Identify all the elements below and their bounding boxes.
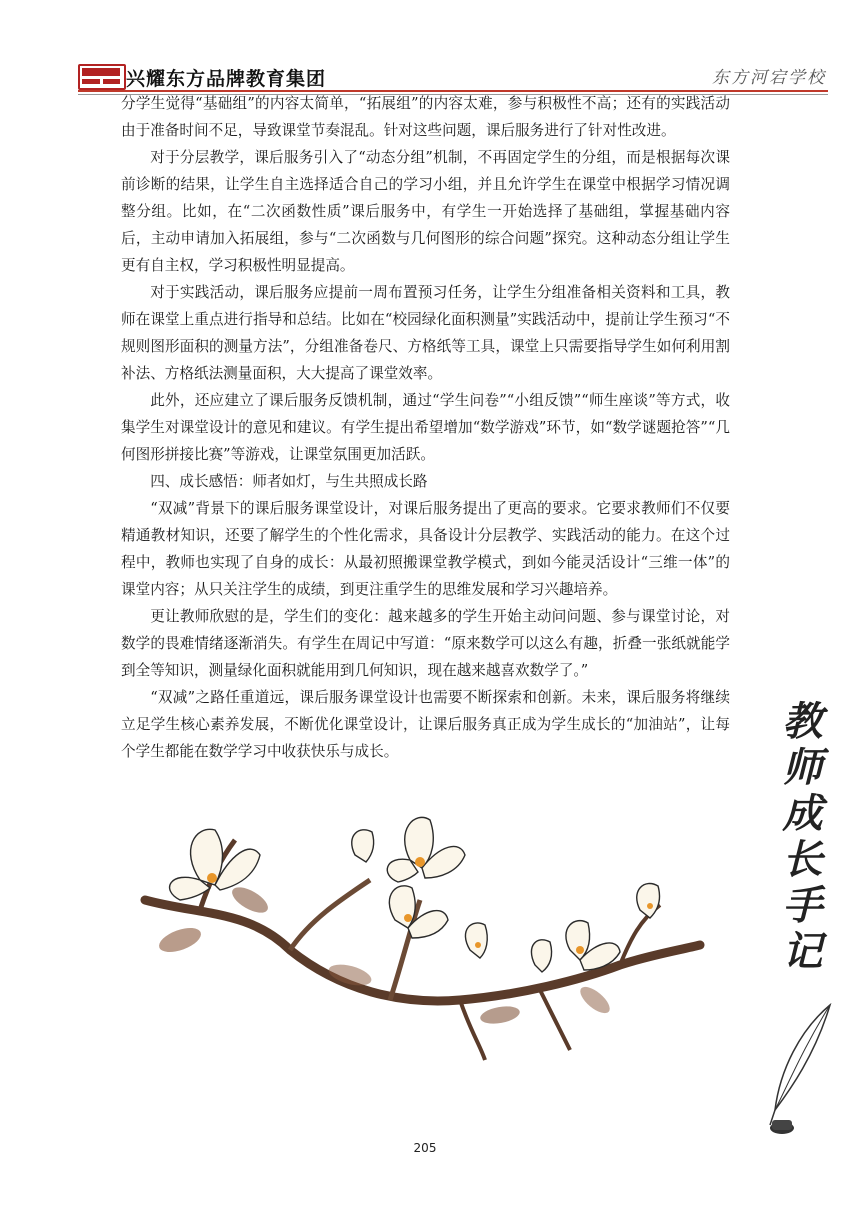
quill-pen-icon xyxy=(760,1000,840,1140)
paragraph: 此外，还应建立了课后服务反馈机制，通过“学生问卷”“小组反馈”“师生座谈”等方式，收集学生对课堂设计的意见和建议。有学生提出希望增加“数学游戏”环节，如“数学谜题抢答”“几何图形拼接比赛”等游戏，让课堂氛围更加活跃。 xyxy=(121,392,730,463)
paragraph: 对于分层教学，课后服务引入了“动态分组”机制，不再固定学生的分组，而是根据每次课前诊断的结果，让学生自主选择适合自己的学习小组，并且允许学生在课堂中根据学习情况调整分组。比如，在“二次函数性质”课后服务中，有学生一开始选择了基础组，掌握基础内容后，主动申请加入拓展组，参与“二次函数与几何图形的综合问题”探究。这种动态分组让学生更有自主权，学习积极性明显提高。 xyxy=(121,149,730,274)
paragraph: “双减”背景下的课后服务课堂设计，对课后服务提出了更高的要求。它要求教师们不仅要精通教材知识，还要了解学生的个性化需求，具备设计分层教学、实践活动的能力。在这个过程中，教师也实现了自身的成长：从最初照搬课堂教学模式，到如今能灵活设计“三维一体”的课堂内容；从只关注学生的成绩，到更注重学生的思维发展和学习兴趣培养。 xyxy=(121,500,730,598)
article-body xyxy=(121,90,730,765)
paragraph: 对于实践活动，课后服务应提前一周布置预习任务，让学生分组准备相关资料和工具，教师在课堂上重点进行指导和总结。比如在“校园绿化面积测量”实践活动中，提前让学生预习“不规则图形面积的测量方法”，分组准备卷尺、方格纸等工具，课堂上只需要指导学生如何利用割补法、方格纸法测量面积，大大提高了课堂效率。 xyxy=(121,284,730,382)
vertical-title: 教师成长手记 xyxy=(776,700,823,976)
paragraph: 更让教师欣慰的是，学生们的变化：越来越多的学生开始主动问问题、参与课堂讨论，对数学的畏难情绪逐渐消失。有学生在周记中写道：“原来数学可以这么有趣，折叠一张纸就能学到全等知识，测量绿化面积就能用到几何知识，现在越来越喜欢数学了。” xyxy=(121,608,730,679)
school-name: 东方河宕学校 xyxy=(712,68,826,88)
group-logo xyxy=(78,64,126,90)
page-header xyxy=(0,0,850,96)
magnolia-branch-illustration xyxy=(140,800,710,1070)
page-number: 205 xyxy=(413,1141,437,1155)
group-name: 兴耀东方品牌教育集团 xyxy=(126,68,327,90)
paragraph: “双减”之路任重道远，课后服务课堂设计也需要不断探索和创新。未来，课后服务将继续立足学生核心素养发展，不断优化课堂设计，让课后服务真正成为学生成长的“加油站”，让每个学生都能在数学学习中收获快乐与成长。 xyxy=(121,689,730,760)
paragraph: 分学生觉得“基础组”的内容太简单，“拓展组”的内容太难，参与积极性不高；还有的实践活动由于准备时间不足，导致课堂节奏混乱。针对这些问题，课后服务进行了针对性改进。 xyxy=(121,95,730,139)
section-heading: 四、成长感悟：师者如灯，与生共照成长路 xyxy=(150,473,428,490)
